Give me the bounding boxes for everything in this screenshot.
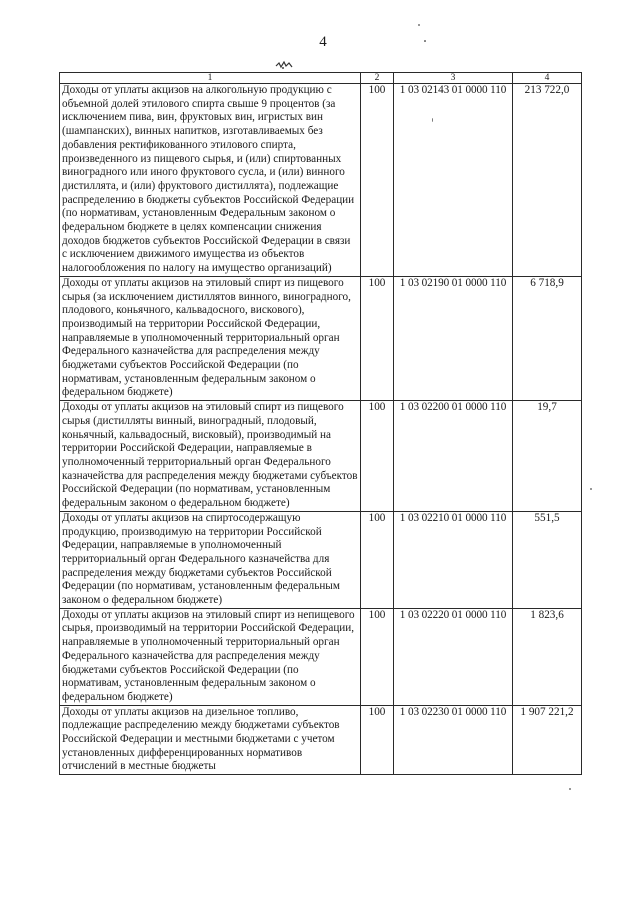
row-budget-code: 1 03 02220 01 0000 110 (394, 608, 513, 705)
row-amount: 551,5 (513, 511, 582, 608)
table-row (60, 276, 582, 400)
row-amount: 213 722,0 (513, 84, 582, 277)
revenue-table (59, 72, 582, 775)
row-description: Доходы от уплаты акцизов на этиловый спирт из пищевого сырья (дистилляты винный, виноградный, плодовый, коньячный, кальвадосный, висковый), производимый на территории Российской Федерации, направляемые в уполномоченный территориальный орган Федерального казначейства для распределения между бюджетами субъектов Российской Федерации (по нормативам, установленным федеральным законом о федеральном бюджете) (60, 401, 361, 512)
row-description: Доходы от уплаты акцизов на алкогольную продукцию с объемной долей этилового спирта свыше 9 процентов (за исключением пива, вин, фруктовых вин, игристых вин (шампанских), винных напитков, изготавливаемых без добавления ректификованного этилового спирта, произведенного из пищевого сырья, и (или) спиртованных виноградного или иного фруктового сусла, и (или) винного дистиллята, и (или) фруктового дистиллята), подлежащие распределению в бюджеты субъектов Российской Федерации (по нормативам, установленным Федеральным законом о федеральном бюджете в целях компенсации снижения доходов бюджетов субъектов Российской Федерации в связи с исключением движимого имущества из объектов налогообложения по налогу на имущество организаций) (60, 84, 361, 277)
row-budget-code: 1 03 02200 01 0000 110 (394, 401, 513, 512)
scan-speck (590, 488, 592, 490)
row-description: Доходы от уплаты акцизов на этиловый спирт из непищевого сырья, производимый на территории Российской Федерации, направляемые в уполномоченный территориальный орган Федерального казначейства для распределения между бюджетами субъектов Российской Федерации (по нормативам, установленным федеральным законом о федеральном бюджете) (60, 608, 361, 705)
row-admin-code: 100 (361, 276, 394, 400)
column-header-code: 3 (394, 73, 513, 84)
row-budget-code: 1 03 02143 01 0000 110 (394, 84, 513, 277)
table-row (60, 511, 582, 608)
row-description: Доходы от уплаты акцизов на этиловый спирт из пищевого сырья (за исключением дистиллятов винного, виноградного, плодового, коньячного, кальвадосного, вискового), производимый на территории Российской Федерации, направляемые в уполномоченный территориальный орган Федерального казначейства для распределения между бюджетами субъектов Российской Федерации (по нормативам, установленным федеральным законом о федеральном бюджете) (60, 276, 361, 400)
row-admin-code: 100 (361, 401, 394, 512)
row-admin-code: 100 (361, 705, 394, 775)
table-row (60, 401, 582, 512)
scan-speck (418, 24, 420, 26)
row-amount: 19,7 (513, 401, 582, 512)
page-number: 4 (319, 34, 327, 50)
row-budget-code: 1 03 02230 01 0000 110 (394, 705, 513, 775)
column-header-amount: 4 (513, 73, 582, 84)
table-row (60, 705, 582, 775)
scan-speck (424, 40, 426, 42)
column-header-description: 1 (60, 73, 361, 84)
row-budget-code: 1 03 02190 01 0000 110 (394, 276, 513, 400)
row-description: Доходы от уплаты акцизов на дизельное топливо, подлежащие распределению между бюджетами субъектов Российской Федерации и местными бюджетами с учетом установленных дифференцированных нормативов отчислений в местные бюджеты (60, 705, 361, 775)
row-description: Доходы от уплаты акцизов на спиртосодержащую продукцию, производимую на территории Российской Федерации, направляемые в уполномоченный территориальный орган Федерального казначейства для распределения между бюджетами субъектов Российской Федерации (по нормативам, установленным федеральным законом о федеральном бюджете) (60, 511, 361, 608)
table-row (60, 608, 582, 705)
column-header-admin: 2 (361, 73, 394, 84)
row-budget-code: 1 03 02210 01 0000 110 (394, 511, 513, 608)
table-row (60, 84, 582, 277)
scan-speck (432, 118, 433, 122)
scan-smudge (275, 60, 293, 70)
row-admin-code: 100 (361, 608, 394, 705)
scan-speck (569, 788, 571, 790)
row-admin-code: 100 (361, 511, 394, 608)
row-amount: 1 907 221,2 (513, 705, 582, 775)
table-header-row (60, 73, 582, 84)
row-admin-code: 100 (361, 84, 394, 277)
row-amount: 1 823,6 (513, 608, 582, 705)
row-amount: 6 718,9 (513, 276, 582, 400)
